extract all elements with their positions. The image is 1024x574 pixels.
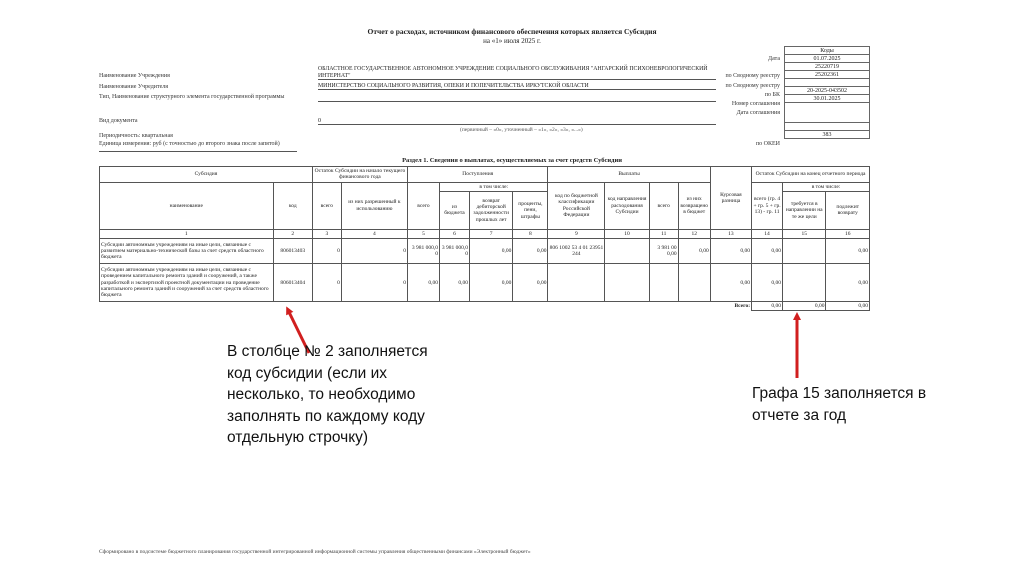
row-name: Субсидии автономным учреждениям на иные цели, связанные с проведением капитального ремонта зданий и сооружений, а также разработкой и экспертизой проектной документации на проведение капитального ремонта зданий и сооружений за счет средств областного бюджета [100,264,274,302]
cell: 806 1002 53 4 01 23951 244 [548,239,605,264]
col-num: 15 [783,229,826,238]
cell: 3 981 00 0,00 [649,239,678,264]
cell: 0,00 [469,239,512,264]
code-label-date: Дата [768,56,780,62]
h-receipts-including: в том числе: [440,182,548,191]
h-start-total: всего [312,182,341,229]
h-payments: Выплаты [548,167,710,183]
cell: 0,00 [826,264,870,302]
row-code: 806013404 [273,264,312,302]
code-date: 01.07.2025 [785,55,870,63]
col-num: 1 [100,229,274,238]
h-code: код [273,182,312,229]
institution-label: Наименование Учреждения [99,73,170,79]
doc-type-hint: (первичный – «0», уточненный – «1», «2», «3», «...») [460,127,583,133]
unit-label: Единица измерения: руб (с точностью до второго знака после запятой) [99,141,280,147]
codes-header: Коды [785,47,870,55]
cell: 0,00 [752,264,783,302]
col-num: 2 [273,229,312,238]
founder-value: МИНИСТЕРСТВО СОЦИАЛЬНОГО РАЗВИТИЯ, ОПЕКИ И ПОПЕЧИТЕЛЬСТВА ИРКУТСКОЙ ОБЛАСТИ [318,83,716,90]
h-start-balance: Остаток Субсидии на начало текущего финансового года [312,167,407,183]
code-label-agreement-number: Номер соглашения [731,101,780,107]
total-c16: 0,00 [826,302,870,311]
col-num: 9 [548,229,605,238]
cell: 0,00 [440,264,470,302]
report-title: Отчет о расходах, источником финансового обеспечения которых является Субсидия [367,27,657,36]
col-num: 12 [678,229,710,238]
code-registry-2: 25202361 [785,71,870,79]
h-allowed-use: из них разрешенный к использованию [341,182,407,229]
h-end-including: в том числе: [783,182,870,191]
h-from-budget: из бюджета [440,191,470,229]
total-label: Всего: [734,303,751,310]
cell: 0 [312,239,341,264]
annotation-left: В столбце № 2 заполняется код субсидии (если их несколько, то необходимо заполнять по каждому коду отдельную строчку) [227,343,428,446]
code-okei: 383 [785,131,870,139]
h-returned: из них возвращено в бюджет [678,182,710,229]
doc-type-value: 0 [318,118,716,125]
institution-value: ОБЛАСТНОЕ ГОСУДАРСТВЕННОЕ АВТОНОМНОЕ УЧРЕЖДЕНИЕ СОЦИАЛЬНОГО ОБСЛУЖИВАНИЯ "АНГАРСКИЙ ПСИХОНЕВРОЛОГИЧЕСКИЙ ИНТЕРНАТ" [318,66,716,80]
section-title: Раздел 1. Сведения о выплатах, осуществляемых за счет средств Субсидии [402,157,622,164]
h-end-total: всего (гр. 4 + гр. 5 + гр. 13) - гр. 11 [752,182,783,229]
col-num: 5 [407,229,439,238]
h-interest: проценты, пени, штрафы [513,191,548,229]
report-date: на «1» июля 2025 г. [483,37,541,45]
annotation-right: Графа 15 заполняется в отчете за год [752,385,927,424]
cell: 0,00 [513,264,548,302]
code-label-bk: по БК [764,92,780,98]
h-payments-total: всего [649,182,678,229]
cell: 0 [312,264,341,302]
col-num: 14 [752,229,783,238]
h-direction-code: код направления расходования Субсидии [605,182,649,229]
col-num: 3 [312,229,341,238]
row-code: 806013403 [273,239,312,264]
cell: 0,00 [826,239,870,264]
h-bk-code: код по бюджетной классификации Российской Федерации [548,182,605,229]
h-end-balance: Остаток Субсидии на конец отчетного периода [752,167,870,183]
cell: 0 [341,239,407,264]
founder-label: Наименование Учредителя [99,84,169,90]
h-rate-diff: Курсовая разница [710,167,751,230]
col-num: 13 [710,229,751,238]
col-num: 11 [649,229,678,238]
cell: 3 981 000,0 0 [407,239,439,264]
h-receipts-total: всего [407,182,439,229]
code-label-registry-1: по Сводному реестру [725,73,780,79]
cell: 0 [341,264,407,302]
total-c14: 0,00 [752,302,783,311]
h-needed: требуется в направлении на те же цели [783,191,826,229]
doc-type-label: Вид документа [99,118,138,124]
col-num: 7 [469,229,512,238]
code-label-agreement-date: Дата соглашения [736,110,780,116]
code-label-registry-2: по Сводному реестру [725,83,780,89]
footer-note: Сформировано в подсистеме бюджетного планирования государственной интегрированной информационной системы управления общественными финансами «Электронный бюджет» [99,549,531,555]
cell: 0,00 [469,264,512,302]
cell: 0,00 [752,239,783,264]
h-return-debts: возврат дебиторской задолженности прошлых лет [469,191,512,229]
total-c15: 0,00 [783,302,826,311]
code-label-okei: по ОКЕИ [755,141,780,147]
cell: 0,00 [678,239,710,264]
col-num: 6 [440,229,470,238]
col-num: 8 [513,229,548,238]
cell: 0,00 [710,239,751,264]
h-to-return: подлежит возврату [826,191,870,229]
code-agreement-number: 20-2025-043502 [785,87,870,95]
row-name: Субсидии автономным учреждениям на иные цели, связанные с развитием материально-технической базы за счет средств областного бюджета [100,239,274,264]
cell: 0,00 [407,264,439,302]
code-registry-1: 25220719 [785,63,870,71]
h-name: наименование [100,182,274,229]
h-subsidy: Субсидия [100,167,313,183]
cell: 3 981 000,0 0 [440,239,470,264]
col-num: 4 [341,229,407,238]
periodicity-label: Периодичность: квартальная [99,133,173,139]
h-receipts: Поступления [407,167,548,183]
col-num: 10 [605,229,649,238]
col-num: 16 [826,229,870,238]
program-type-label: Тип, Наименование структурного элемента государственной программы [99,94,285,100]
code-agreement-date: 30.01.2025 [785,95,870,103]
cell: 0,00 [513,239,548,264]
cell: 0,00 [710,264,751,302]
